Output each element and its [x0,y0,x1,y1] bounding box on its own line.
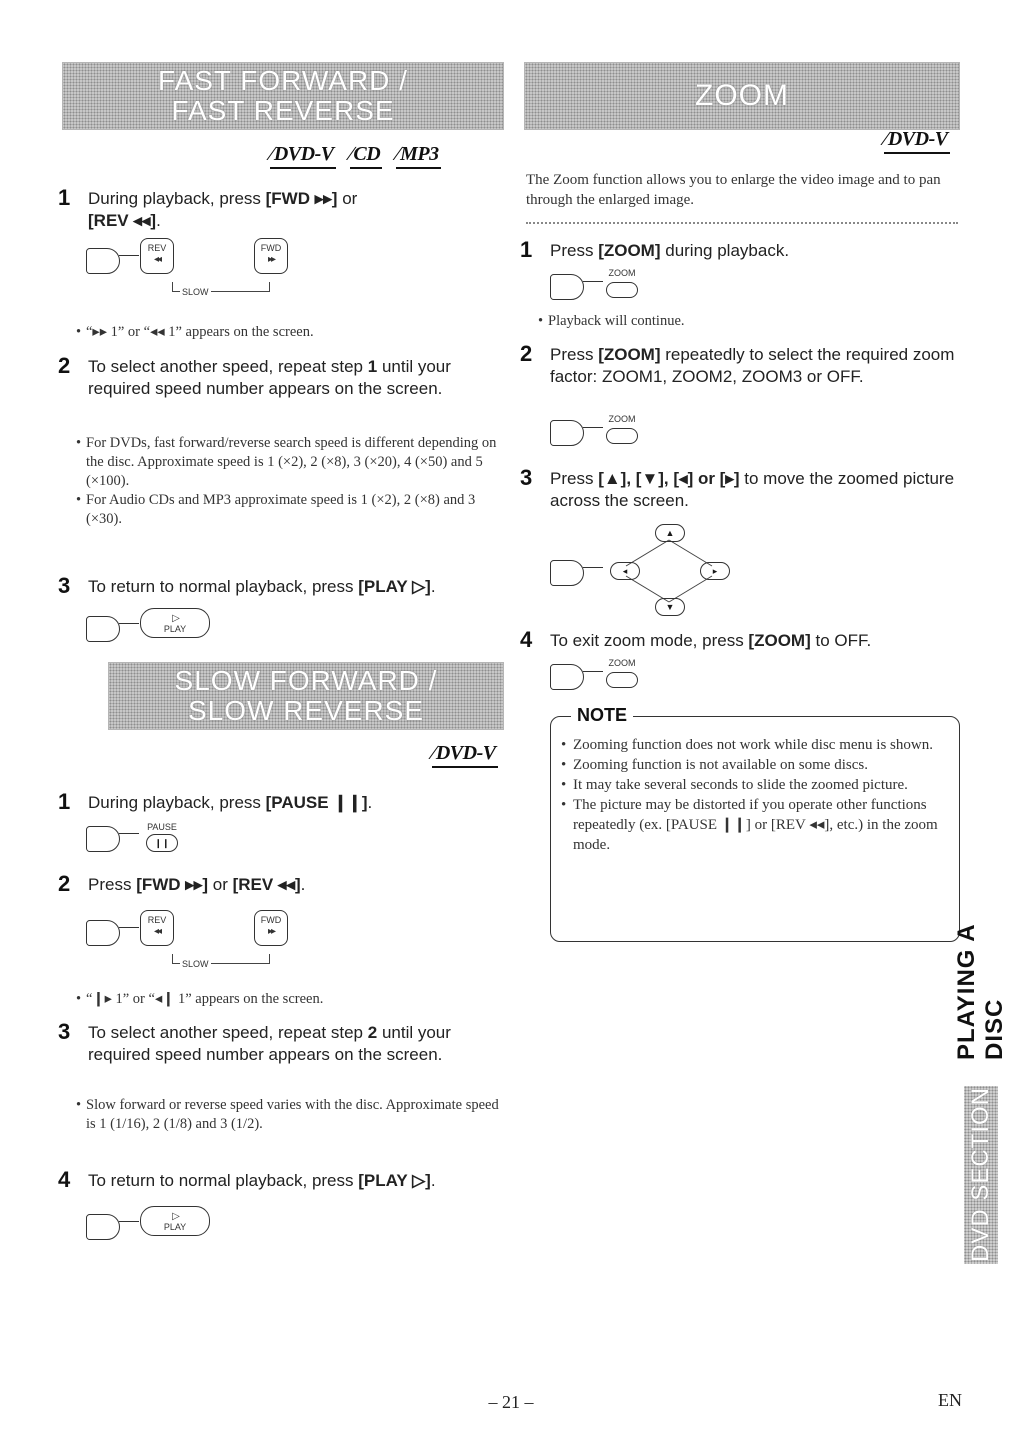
list-item: • Zooming function does not work while disc menu is shown. [561,735,949,755]
fwd-button-icon: FWD ▸▸ [254,238,288,274]
zoom-step-1 [520,237,960,262]
zoom-caption: ZOOM [608,658,636,668]
list-item: • The picture may be distorted if you operate other functions repeatedly (ex. [PAUSE ❙❙] or [REV ◂◂], etc.) in the zoom mode. [561,795,949,855]
mp3-icon: ∕ MP3 [396,143,440,169]
list-item: • “❙▸ 1” or “◂❙ 1” appears on the screen. [76,990,502,1009]
list-item: • Zooming function is not available on some discs. [561,755,949,775]
banner-line2: SLOW REVERSE [187,695,425,726]
hand-icon [550,274,584,300]
zoom-caption: ZOOM [608,414,636,424]
disc-type-icons [884,128,950,154]
slow-label: SLOW [182,959,209,969]
rev-button-icon: REV ◂◂ [140,238,174,274]
step-number: 1 [58,185,71,210]
note-list [561,735,949,855]
left-arrow-icon: ◂ [610,562,640,580]
step-number: 2 [58,353,71,378]
zoom-button-icon [606,428,638,444]
play-button-icon: ▷ PLAY [140,608,210,638]
step-number: 2 [58,871,71,896]
page-number: – 21 – [488,1392,534,1412]
banner-title: ZOOM [695,79,789,112]
fast-forward-banner [62,62,504,130]
hand-icon [86,248,120,274]
step-text: To select another speed, repeat step 2 until your required speed number appears on the screen. [88,1023,451,1064]
zoom-caption: ZOOM [608,268,636,278]
step-number: 3 [58,573,71,598]
step-text: To select another speed, repeat step 1 until your required speed number appears on the screen. [88,357,451,398]
step-text: Press [FWD ▸▸] or [REV ◂◂]. [88,875,306,894]
slow-step-4 [58,1167,502,1192]
step-number: 4 [58,1167,71,1192]
disc-type-icons [270,143,441,169]
step-text: Press [ZOOM] during playback. [550,241,790,260]
ff-step-2-notes [76,434,502,529]
disc-type-icons [432,742,498,768]
banner-line1: SLOW FORWARD / [174,665,438,696]
slow-forward-banner [108,662,504,730]
list-item: • For Audio CDs and MP3 approximate speed is 1 (×2), 2 (×8) and 3 (×30). [76,491,502,529]
banner-line2: FAST REVERSE [171,95,395,126]
step-number: 4 [520,627,533,652]
step-number: 2 [520,341,533,366]
list-item: • For DVDs, fast forward/reverse search speed is different depending on the disc. Approximate speed is 1 (×2), 2 (×8), 3 (×20), 4 (×50) and 5 (×100). [76,434,502,491]
pause-key: [PAUSE ❙❙] [265,793,368,812]
zoom-key: [ZOOM] [598,241,661,260]
rev-key: [REV ◂◂] [232,875,301,894]
step-number: 3 [58,1019,71,1044]
hand-icon [550,664,584,690]
play-key: [PLAY ▷] [358,1171,431,1190]
list-item: • Playback will continue. [538,312,958,331]
ff-step-2 [58,353,502,400]
step-text: To return to normal playback, press [PLAY ▷]. [88,577,436,596]
play-key: [PLAY ▷] [358,577,431,596]
pause-caption: PAUSE [147,822,177,832]
ff-step-1 [58,185,502,232]
step-text: During playback, press [PAUSE ❙❙]. [88,793,373,812]
down-arrow-icon: ▼ [655,598,685,616]
step-text: During playback, press [FWD ▸▸] or [REV ◂◂]. [88,189,358,230]
up-arrow-icon: ▲ [655,524,685,542]
zoom-banner [524,62,960,130]
zoom-button-icon [606,282,638,298]
zoom-button-icon [606,672,638,688]
fwd-key: [FWD ▸▸] [136,875,209,894]
zoom-key: [ZOOM] [598,345,661,364]
hand-icon [550,420,584,446]
slow-step-1 [58,789,502,814]
step-text: Press [ZOOM] repeatedly to select the required zoom factor: ZOOM1, ZOOM2, ZOOM3 or OFF. [550,345,955,386]
list-item: • “▸▸ 1” or “◂◂ 1” appears on the screen. [76,323,502,342]
rev-key: [REV ◂◂] [88,211,157,230]
step-text: Press [▲], [▼], [◂] or [▸] to move the zoomed picture across the screen. [550,469,955,510]
hand-icon [550,560,584,586]
slow-step-3 [58,1019,502,1066]
cd-icon: ∕ CD [350,143,383,169]
slow-step-2 [58,871,502,896]
step-number: 3 [520,465,533,490]
hand-icon [86,616,120,642]
hand-icon [86,920,120,946]
slow-step-3-notes [76,1096,502,1134]
note-box [550,705,960,942]
banner-line1: FAST FORWARD / [158,65,408,96]
dvd-v-icon: ∕ DVD-V [432,742,498,768]
section-divider [526,222,958,224]
dvd-v-icon: ∕ DVD-V [270,143,336,169]
zoom-intro: The Zoom function allows you to enlarge the video image and to pan through the enlarged image. [526,172,941,208]
list-item: • It may take several seconds to slide the zoomed picture. [561,775,949,795]
zoom-step-1-notes [538,312,958,331]
side-tab-playing-a-disc: PLAYING A DISC [953,924,1008,1060]
fwd-key: [FWD ▸▸] [265,189,338,208]
slow-step-2-notes [76,990,502,1009]
hand-icon [86,1214,120,1240]
side-tab-dvd-section: DVD SECTION [964,1086,998,1264]
hand-icon [86,826,120,852]
ff-step-3 [58,573,502,598]
arrow-keys: [▲], [▼], [◂] or [▸] [598,469,740,488]
fwd-button-icon: FWD ▸▸ [254,910,288,946]
step-number: 1 [58,789,71,814]
play-button-icon: ▷ PLAY [140,1206,210,1236]
language-code: EN [938,1390,962,1410]
pause-button-icon: ❙❙ [146,834,178,852]
step-text: To exit zoom mode, press [ZOOM] to OFF. [550,631,872,650]
step-text: To return to normal playback, press [PLAY ▷]. [88,1171,436,1190]
note-title: NOTE [571,705,633,726]
zoom-step-3 [520,465,960,512]
dvd-v-icon: ∕ DVD-V [884,128,950,154]
zoom-step-4 [520,627,960,652]
rev-button-icon: REV ◂◂ [140,910,174,946]
zoom-step-2 [520,341,960,388]
right-arrow-icon: ▸ [700,562,730,580]
ff-step-1-notes [76,323,502,342]
slow-label: SLOW [182,287,209,297]
step-number: 1 [520,237,533,262]
list-item: • Slow forward or reverse speed varies with the disc. Approximate speed is 1 (1/16), 2 (1/8) and 3 (1/2). [76,1096,502,1134]
zoom-key: [ZOOM] [748,631,811,650]
